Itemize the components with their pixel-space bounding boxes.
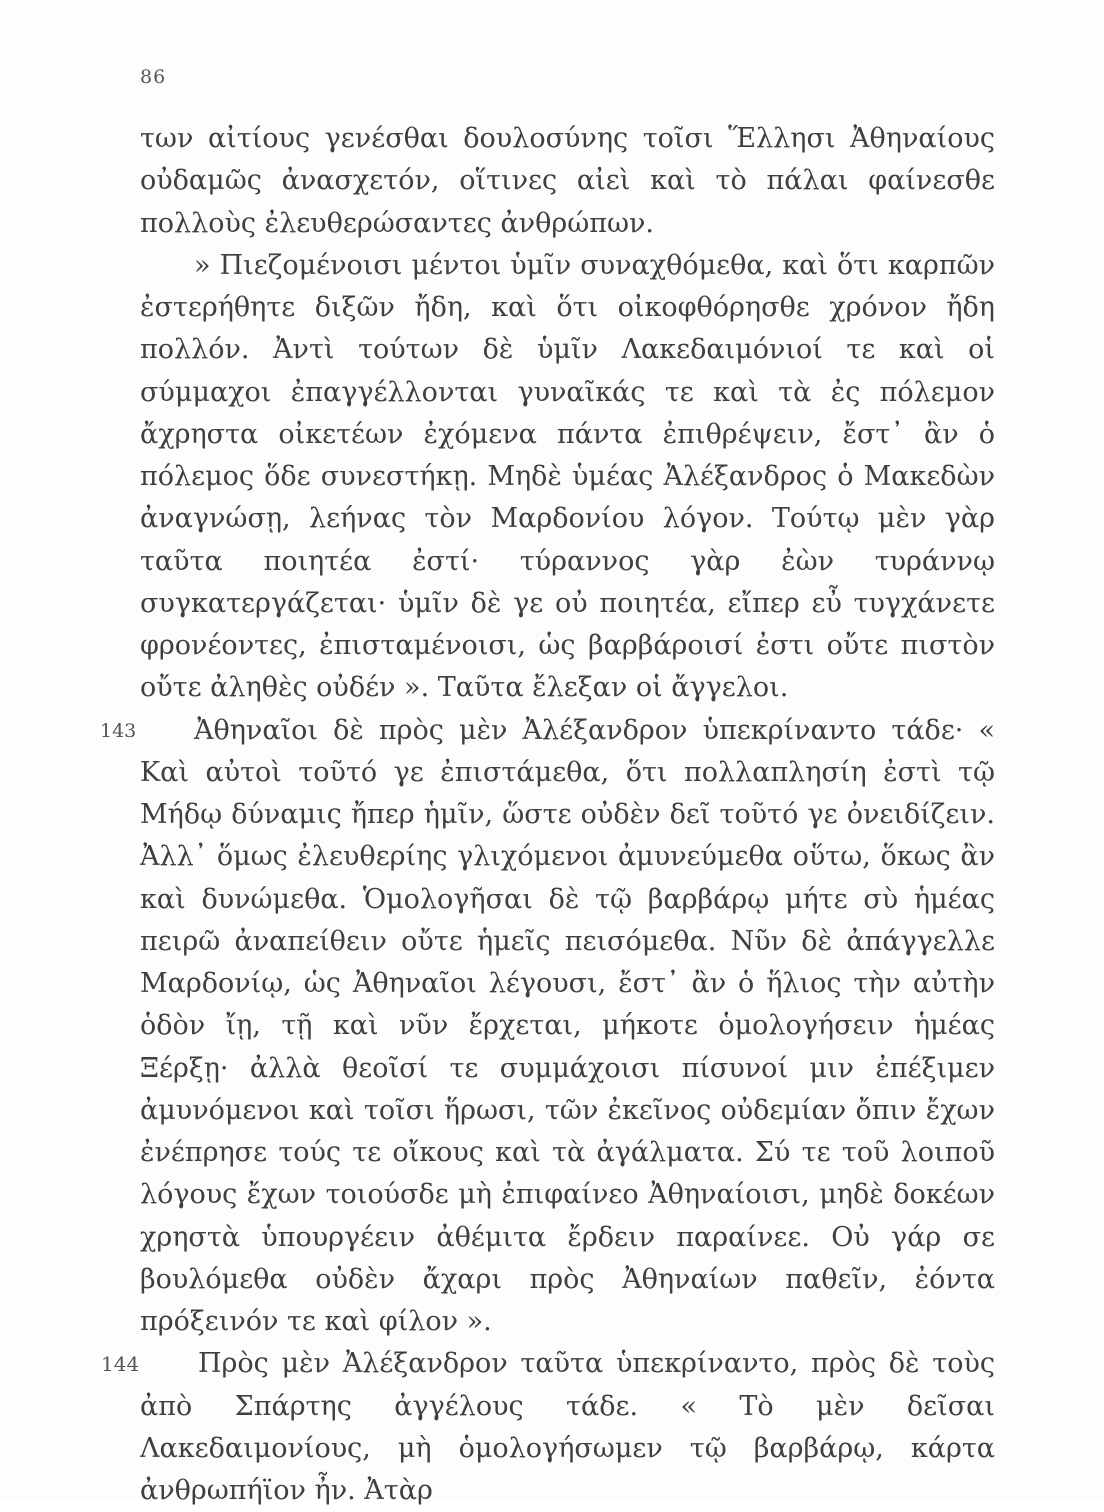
paragraph-144-text: Πρὸς μὲν Ἀλέξανδρον ταῦτα ὑπεκρίναντο, πρὸς δὲ τοὺς ἀπὸ Σπάρτης ἀγγέλους τάδε. « Τὸ μὲν δεῖσαι Λακεδαιμονίους, μὴ ὁμολογήσωμεν τῷ βαρβάρῳ, κάρτα ἀνθρωπήϊον ἦν. Ἀτὰρ: [140, 1348, 995, 1506]
section-number-143: 143: [100, 719, 137, 742]
paragraph-2-text: » Πιεζομένοισι μέντοι ὑμῖν συναχθόμεθα, καὶ ὅτι καρπῶν ἐστερήθητε διξῶν ἤδη, καὶ ὅτι οἰκοφθόρησθε χρόνον ἤδη πολλόν. Ἀντὶ τούτων δὲ ὑμῖν Λακεδαιμόνιοί τε καὶ οἱ σύμμαχοι ἐπαγγέλλονται γυναῖκάς τε καὶ τὰ ἐς πόλεμον ἄχρηστα οἰκετέων ἐχόμενα πάντα ἐπιθρέψειν, ἔστ᾽ ἂν ὁ πόλεμος ὅδε συνεστήκῃ. Μηδὲ ὑμέας Ἀλέξανδρος ὁ Μακεδὼν ἀναγνώσῃ, λεήνας τὸν Μαρδονίου λόγον. Τούτῳ μὲν γὰρ ταῦτα ποιητέα ἐστί· τύραννος γὰρ ἐὼν τυράννῳ συγκατεργάζεται· ὑμῖν δὲ γε οὐ ποιητέα, εἴπερ εὖ τυγχάνετε φρονέοντες, ἐπισταμένοισι, ὡς βαρβάροισί ἐστι οὔτε πιστὸν οὔτε ἀληθὲς οὐδέν ». Ταῦτα ἔλεξαν οἱ ἄγγελοι.: [140, 249, 995, 704]
paragraph-143-text: Ἀθηναῖοι δὲ πρὸς μὲν Ἀλέξανδρον ὑπεκρίναντο τάδε· « Καὶ αὐτοὶ τοῦτό γε ἐπιστάμεθα, ὅτι πολλαπλησίη ἐστὶ τῷ Μήδῳ δύναμις ἤπερ ἡμῖν, ὥστε οὐδὲν δεῖ τοῦτό γε ὀνειδίζειν. Ἀλλ᾽ ὅμως ἐλευθερίης γλιχόμενοι ἀμυνεύμεθα οὕτω, ὅκως ἂν καὶ δυνώμεθα. Ὁμολογῆσαι δὲ τῷ βαρβάρῳ μήτε σὺ ἡμέας πειρῶ ἀναπείθειν οὔτε ἡμεῖς πεισόμεθα. Νῦν δὲ ἀπάγγελλε Μαρδονίῳ, ὡς Ἀθηναῖοι λέγουσι, ἔστ᾽ ἂν ὁ ἥλιος τὴν αὐτὴν ὁδὸν ἴῃ, τῇ καὶ νῦν ἔρχεται, μήκοτε ὁμολογήσειν ἡμέας Ξέρξῃ· ἀλλὰ θεοῖσί τε συμμάχοισι πίσυνοί μιν ἐπέξιμεν ἀμυνόμενοι καὶ τοῖσι ἥρωσι, τῶν ἐκεῖνος οὐδεμίαν ὄπιν ἔχων ἐνέπρησε τούς τε οἴκους καὶ τὰ ἀγάλματα. Σύ τε τοῦ λοιποῦ λόγους ἔχων τοιούσδε μὴ ἐπιφαίνεο Ἀθηναίοισι, μηδὲ δοκέων χρηστὰ ὑπουργέειν ἀθέμιτα ἔρδειν παραίνεε. Οὐ γάρ σε βουλόμεθα οὐδὲν ἄχαρι πρὸς Ἀθηναίων παθεῖν, ἐόντα πρόξεινόν τε καὶ φίλον ».: [140, 714, 995, 1337]
paragraph-1: των αἰτίους γενέσθαι δουλοσύνης τοῖσι Ἕλλησι Ἀθηναίους οὐδαμῶς ἀνασχετόν, οἵτινες αἰεὶ καὶ τὸ πάλαι φαίνεσθε πολλοὺς ἐλευθερώσαντες ἀνθρώπων.: [140, 123, 995, 239]
main-text: [100, 118, 995, 1512]
paragraph-143: [100, 710, 995, 1344]
paragraph-2: [140, 245, 995, 710]
page-number: 86: [140, 66, 167, 88]
paragraph-144: [101, 1343, 995, 1512]
section-number-144: 144: [101, 1352, 140, 1377]
